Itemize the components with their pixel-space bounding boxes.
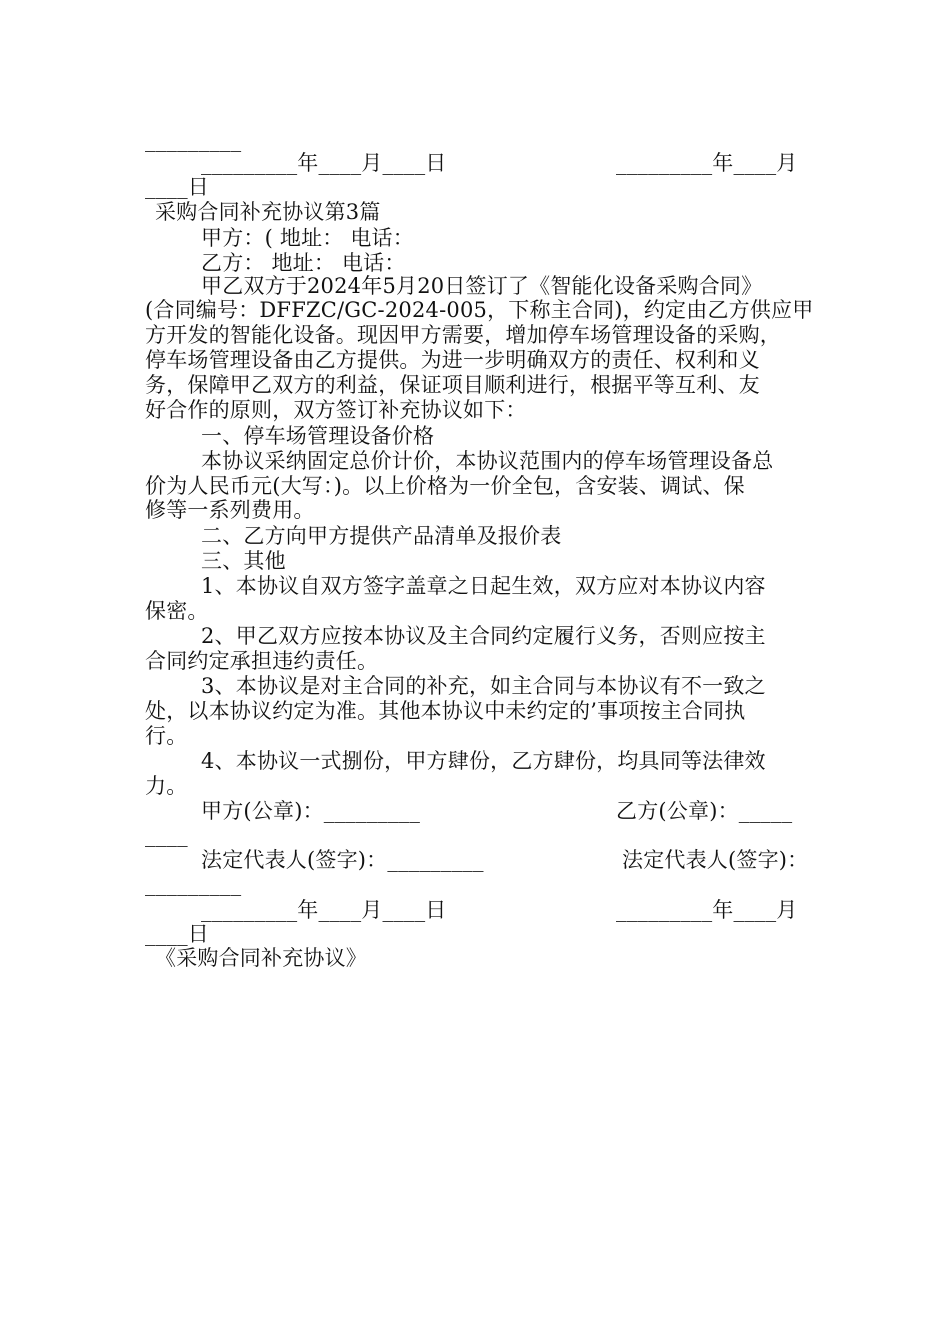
clause-2-line: 2、甲乙双方应按本协议及主合同约定履行义务，否则应按主: [201, 624, 766, 648]
top-blank-line: _________: [145, 128, 242, 152]
price-paragraph-line: 修等一系列费用。: [145, 498, 315, 522]
rep-a-field: 法定代表人(签字)：_________: [201, 848, 484, 872]
clause-3-line: 行。: [145, 724, 188, 748]
top-date-left: _________年____月____日: [201, 151, 447, 175]
sign-date-right: _________年____月: [616, 898, 798, 922]
clause-1-line: 1、本协议自双方签字盖章之日起生效，双方应对本协议内容: [201, 574, 766, 598]
rep-b-field: 法定代表人(签字)：: [622, 848, 809, 872]
seal-b-field: 乙方(公章)：_____: [616, 799, 793, 823]
rep-b-wrap: _________: [145, 872, 242, 896]
footer-title: 《采购合同补充协议》: [155, 946, 367, 970]
clause-3-line: 处，以本协议约定为准。其他本协议中未约定的’事项按主合同执: [145, 699, 746, 723]
sign-date-left: _________年____月____日: [201, 898, 447, 922]
clause-2-line: 合同约定承担违约责任。: [145, 649, 379, 673]
intro-line: 甲乙双方于2024年5月20日签订了《智能化设备采购合同》: [201, 274, 763, 298]
intro-line: (合同编号：DFFZC/GC-2024-005，下称主合同)，约定由乙方供应甲: [145, 298, 814, 322]
heading-other: 三、其他: [201, 549, 286, 573]
clause-4-line: 力。: [145, 774, 188, 798]
sign-date-wrap: ____日: [145, 922, 209, 946]
intro-line: 停车场管理设备由乙方提供。为进一步明确双方的责任、权利和义: [145, 348, 760, 372]
seal-b-wrap: ____: [145, 823, 188, 847]
price-paragraph-line: 价为人民币元(大写：)。以上价格为一价全包，含安装、调试、保: [145, 474, 745, 498]
top-date-wrap: ____日: [145, 175, 209, 199]
intro-line: 务，保障甲乙双方的利益，保证项目顺利进行，根据平等互利、友: [145, 373, 760, 397]
clause-4-line: 4、本协议一式捌份，甲方肆份，乙方肆份，均具同等法律效: [201, 749, 766, 773]
top-date-right: _________年____月: [616, 151, 798, 175]
section-title: 采购合同补充协议第3篇: [155, 200, 381, 224]
heading-product-list: 二、乙方向甲方提供产品清单及报价表: [201, 524, 562, 548]
clause-1-line: 保密。: [145, 599, 209, 623]
party-b-line: 乙方： 地址： 电话：: [201, 251, 406, 275]
seal-a-field: 甲方(公章)：_________: [201, 799, 421, 823]
intro-line: 好合作的原则，双方签订补充协议如下：: [145, 398, 527, 422]
price-paragraph-line: 本协议采纳固定总价计价，本协议范围内的停车场管理设备总: [201, 449, 774, 473]
heading-price: 一、停车场管理设备价格: [201, 424, 435, 448]
intro-line: 方开发的智能化设备。现因甲方需要，增加停车场管理设备的采购，: [145, 323, 781, 347]
party-a-line: 甲方：( 地址： 电话：: [201, 226, 414, 250]
clause-3-line: 3、本协议是对主合同的补充，如主合同与本协议有不一致之: [201, 674, 766, 698]
